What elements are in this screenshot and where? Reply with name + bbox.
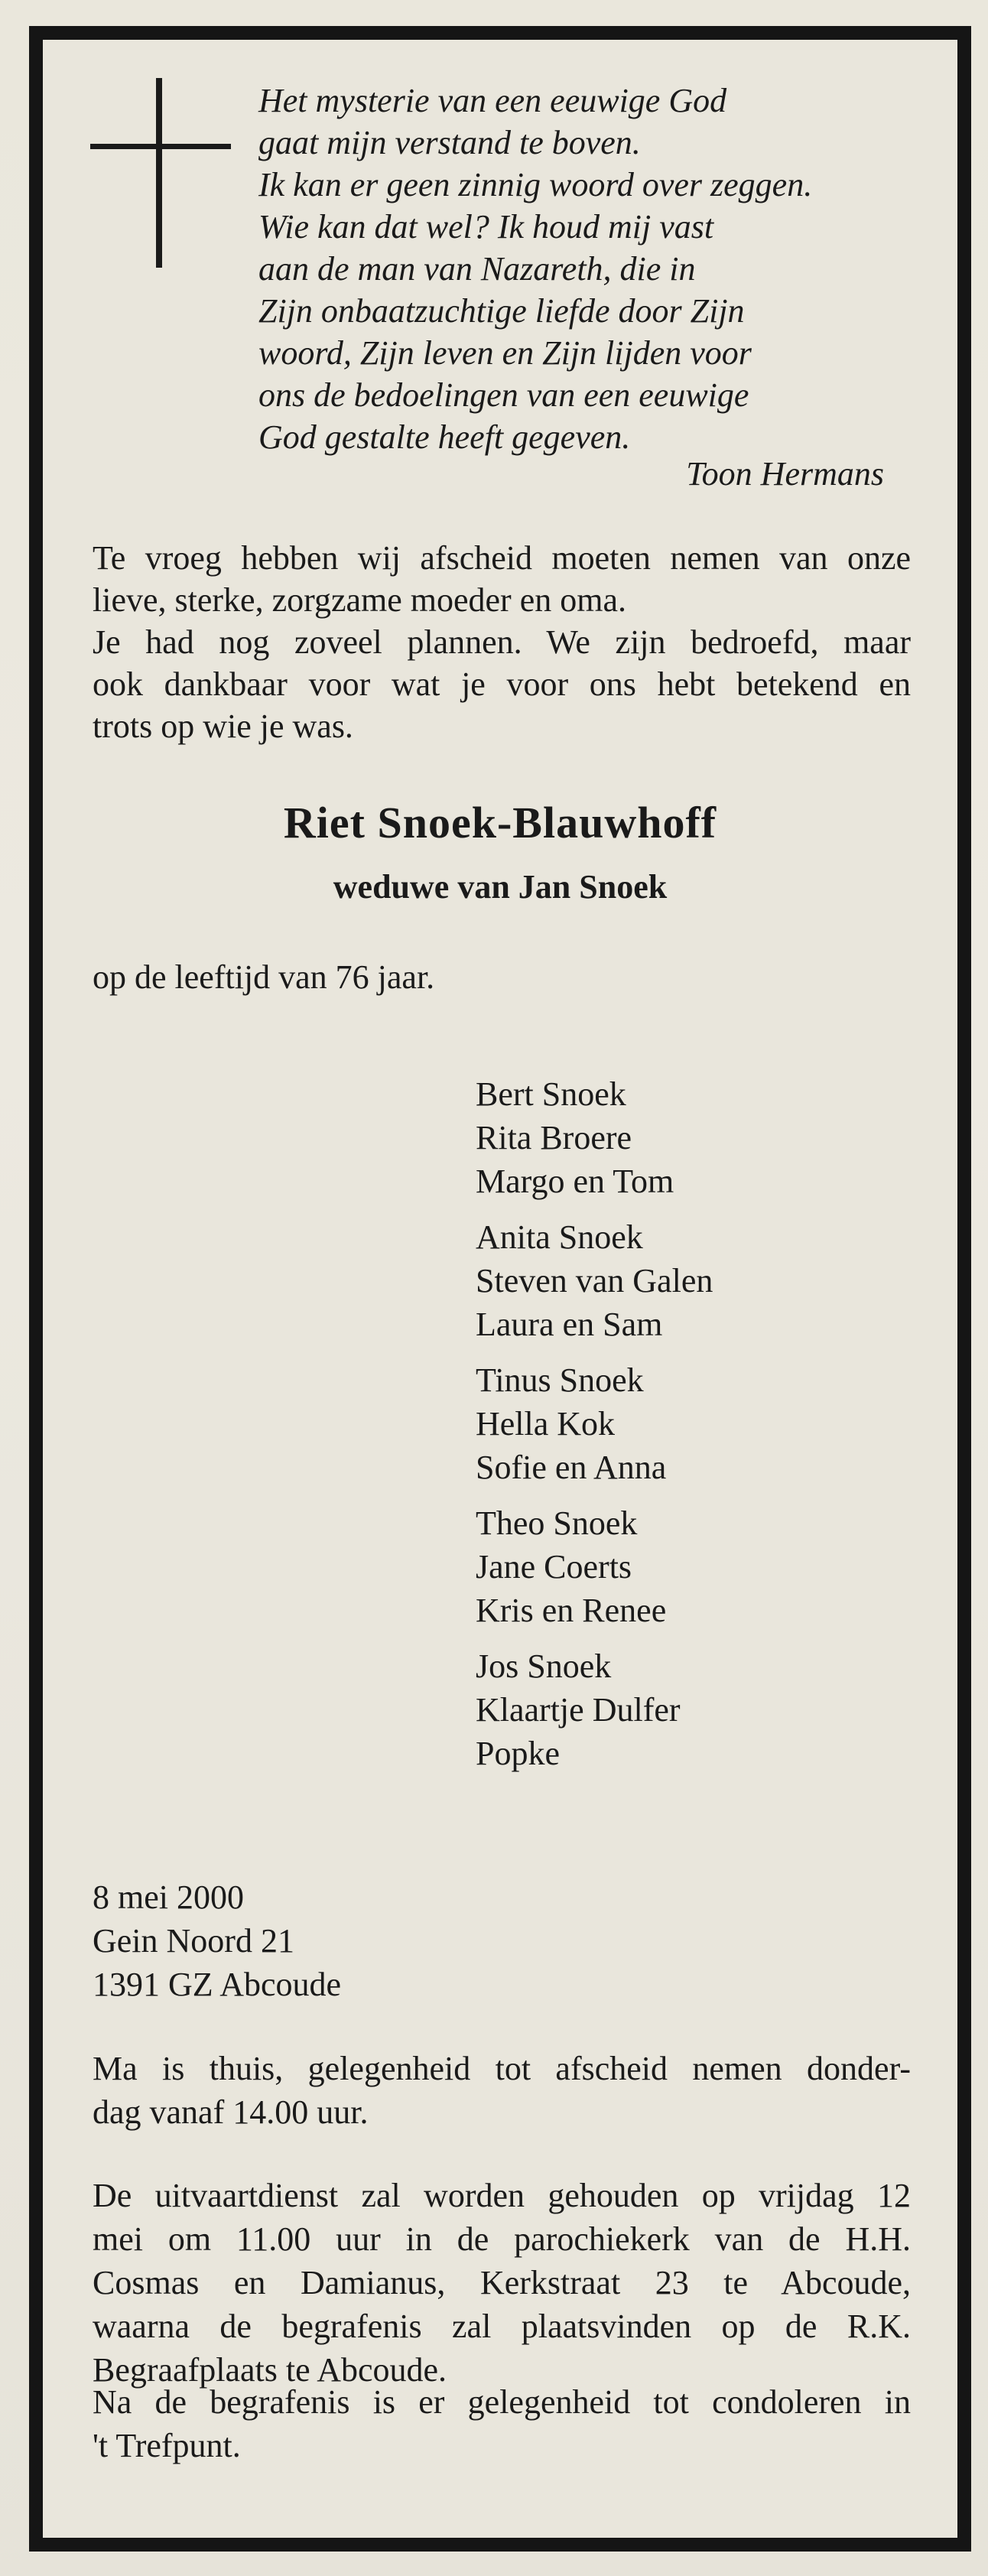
cross-icon	[156, 78, 162, 268]
family-member: Jos Snoek	[476, 1647, 612, 1685]
family-member: Klaartje Dulfer	[476, 1691, 681, 1729]
family-member: Theo Snoek	[476, 1504, 638, 1542]
address-street: Gein Noord 21	[93, 1922, 294, 1960]
family-group	[476, 1501, 713, 1632]
family-member: Tinus Snoek	[476, 1361, 644, 1399]
visitation-paragraph	[93, 2047, 911, 2134]
family-member: Laura en Sam	[476, 1306, 663, 1343]
condolence-paragraph	[93, 2380, 911, 2467]
cross-icon-bar	[90, 144, 231, 149]
family-member: Hella Kok	[476, 1405, 616, 1442]
family-group	[476, 1358, 713, 1489]
paragraph-line: 't Trefpunt.	[93, 2427, 241, 2464]
family-member: Margo en Tom	[476, 1163, 674, 1200]
family-group	[476, 1644, 713, 1775]
family-member: Kris en Renee	[476, 1592, 667, 1629]
intro-line: trots op wie je was.	[93, 707, 353, 745]
intro-line: Te vroeg hebben wij afscheid moeten nemen van onze	[93, 539, 911, 577]
paragraph-line: Cosmas en Damianus, Kerkstraat 23 te Abcoude,	[93, 2264, 911, 2301]
funeral-paragraph	[93, 2174, 911, 2392]
intro-line: ook dankbaar voor wat je voor ons hebt betekend en	[93, 665, 911, 703]
poem-line: Ik kan er geen zinnig woord over zeggen.	[258, 166, 813, 203]
family-member: Steven van Galen	[476, 1262, 713, 1299]
poem-author: Toon Hermans	[686, 455, 884, 493]
poem-line: woord, Zijn leven en Zijn lijden voor	[258, 334, 752, 372]
paragraph-line: mei om 11.00 uur in de parochiekerk van de H.H.	[93, 2220, 911, 2258]
family-group	[476, 1072, 713, 1203]
poem-line: God gestalte heeft gegeven.	[258, 418, 631, 456]
intro-text	[93, 537, 911, 747]
family-member: Sofie en Anna	[476, 1449, 667, 1486]
intro-line: Je had nog zoveel plannen. We zijn bedroefd, maar	[93, 623, 911, 661]
poem	[258, 80, 812, 458]
obituary-frame	[29, 26, 971, 2552]
family-member: Rita Broere	[476, 1119, 632, 1156]
age-line: op de leeftijd van 76 jaar.	[93, 958, 435, 996]
family-list	[476, 1072, 713, 1787]
poem-line: aan de man van Nazareth, die in	[258, 250, 696, 288]
address-date: 8 mei 2000	[93, 1878, 244, 1916]
deceased-subtitle: weduwe van Jan Snoek	[333, 868, 668, 906]
paragraph-line: Na de begrafenis is er gelegenheid tot condoleren in	[93, 2383, 911, 2421]
poem-line: ons de bedoelingen van een eeuwige	[258, 376, 749, 414]
family-member: Bert Snoek	[476, 1075, 626, 1113]
paragraph-line: dag vanaf 14.00 uur.	[93, 2093, 369, 2131]
poem-line: Het mysterie van een eeuwige God	[258, 82, 727, 119]
address-city: 1391 GZ Abcoude	[93, 1966, 342, 2003]
paragraph-line: waarna de begrafenis zal plaatsvinden op de R.K.	[93, 2308, 911, 2345]
family-member: Popke	[476, 1735, 560, 1772]
family-member: Anita Snoek	[476, 1218, 643, 1256]
paragraph-line: De uitvaartdienst zal worden gehouden op vrijdag 12	[93, 2177, 911, 2214]
poem-line: Zijn onbaatzuchtige liefde door Zijn	[258, 292, 745, 330]
address-block	[93, 1875, 341, 2006]
intro-line: lieve, sterke, zorgzame moeder en oma.	[93, 581, 626, 619]
deceased-name: Riet Snoek-Blauwhoff	[283, 798, 717, 847]
family-member: Jane Coerts	[476, 1548, 632, 1586]
paragraph-line: Ma is thuis, gelegenheid tot afscheid nemen donder-	[93, 2050, 911, 2087]
poem-line: Wie kan dat wel? Ik houd mij vast	[258, 208, 714, 246]
paragraph-line: Begraafplaats te Abcoude.	[93, 2351, 447, 2389]
family-group	[476, 1215, 713, 1346]
poem-line: gaat mijn verstand te boven.	[258, 124, 641, 161]
